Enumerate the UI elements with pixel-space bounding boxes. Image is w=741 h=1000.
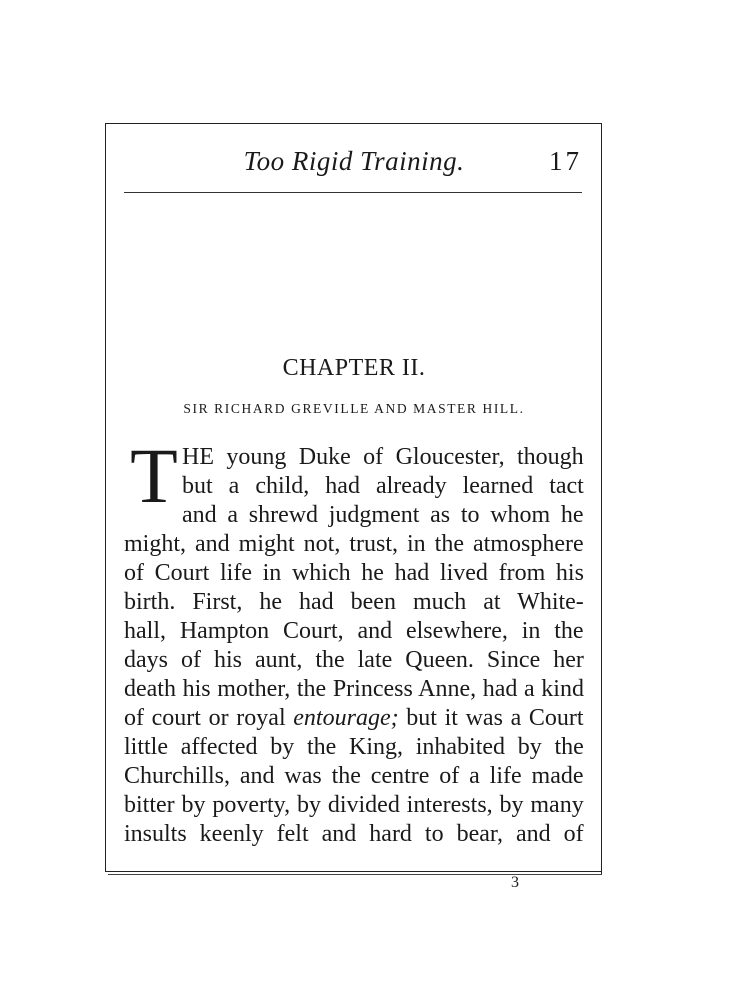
text-line: Churchills, and was the centre of a life made [124,763,584,789]
text-line: but a child, had already learned tact [182,473,584,499]
text-line: and a shrewd judgment as to whom he [182,502,584,528]
frame-border-top [105,123,602,124]
frame-border-right [601,123,602,875]
folio-number: 3 [511,874,519,891]
text-line: death his mother, the Princess Anne, had a kind [124,676,584,702]
text-line: birth. First, he had been much at White- [124,589,584,615]
text-line: HE young Duke of Gloucester, though [182,444,584,470]
running-head-rule [124,192,582,193]
chapter-title: CHAPTER II. [282,355,426,381]
italic-word: entourage; [293,705,399,731]
text-segment: but it was a Court [406,705,584,731]
drop-cap: T [130,432,178,519]
text-line: of Court life in which he had lived from his [124,560,584,586]
running-head [124,146,584,186]
frame-border-bottom [105,871,602,872]
text-line: insults keenly felt and hard to bear, and of [124,821,584,847]
text-line [124,703,584,733]
frame-border-left [105,123,106,871]
text-line: bitter by poverty, by divided interests, by many [124,792,584,818]
text-line: days of his aunt, the late Queen. Since her [124,647,584,673]
text-line: might, and might not, trust, in the atmosphere [124,531,584,557]
running-head-title: Too Rigid Training. [243,146,465,176]
text-line: little affected by the King, inhabited by the [124,734,584,760]
text-line: hall, Hampton Court, and elsewhere, in the [124,618,584,644]
chapter-subtitle: SIR RICHARD GREVILLE AND MASTER HILL. [183,401,525,416]
text-segment: of court or royal [124,705,286,731]
page-number: 17 [549,146,582,176]
